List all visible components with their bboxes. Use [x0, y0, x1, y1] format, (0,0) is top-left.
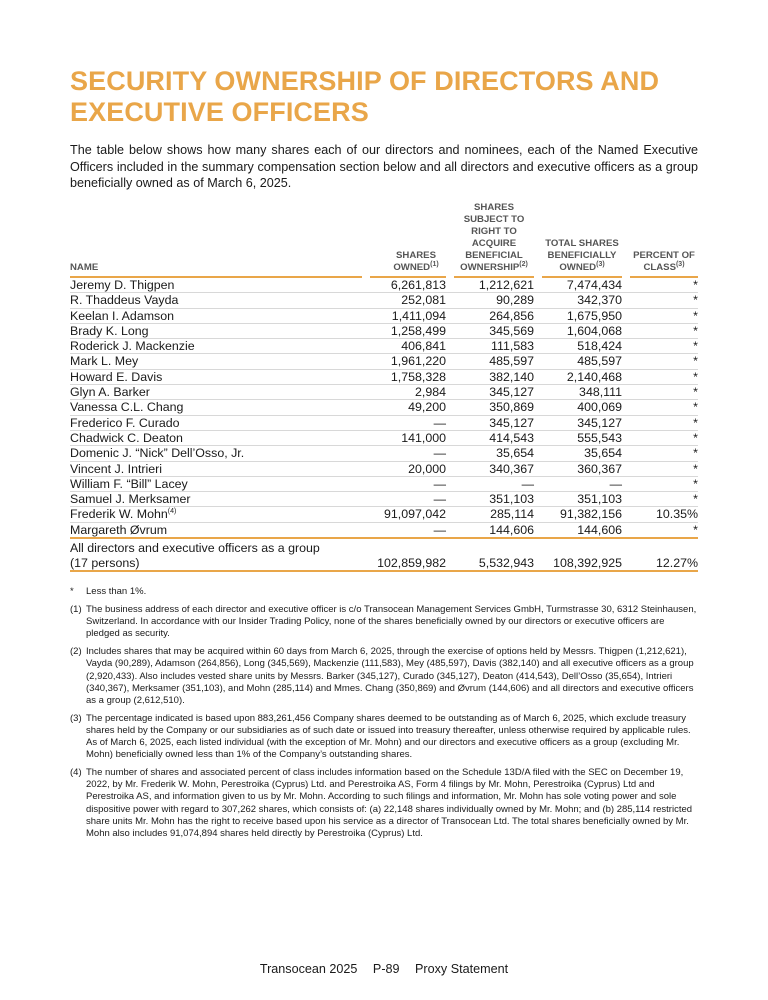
table-row	[70, 446, 698, 461]
cell-shares-owned: —	[370, 446, 446, 461]
cell-total-shares: 400,069	[542, 400, 622, 415]
page-title: SECURITY OWNERSHIP OF DIRECTORS AND EXECUTIVE OFFICERS	[70, 66, 660, 127]
cell-total-shares: 518,424	[542, 339, 622, 354]
cell-shares-owned: 49,200	[370, 400, 446, 415]
table-row	[70, 309, 698, 324]
cell-total-shares: 35,654	[542, 446, 622, 461]
footnote	[70, 646, 698, 706]
footnote-marker: (2)	[70, 646, 82, 658]
cell-name: Brady K. Long	[70, 324, 362, 339]
footnote	[70, 586, 698, 598]
cell-name: Domenic J. “Nick” Dell’Osso, Jr.	[70, 446, 362, 461]
footnote	[70, 713, 698, 761]
cell-shares-owned: 102,859,982	[370, 539, 446, 572]
cell-right-to-acquire: 1,212,621	[454, 278, 534, 293]
cell-shares-owned: 2,984	[370, 385, 446, 400]
table-body	[70, 278, 698, 572]
table-row	[70, 370, 698, 385]
cell-shares-owned: 406,841	[370, 339, 446, 354]
cell-total-shares: 348,111	[542, 385, 622, 400]
table-row	[70, 293, 698, 308]
footnote-text: Less than 1%.	[86, 586, 147, 597]
cell-percent-of-class: 12.27%	[630, 539, 698, 572]
table-row	[70, 416, 698, 431]
intro-paragraph: The table below shows how many shares each of our directors and nominees, each of the Named Executive Officers included in the summary compensation section below and all directors and executive officers as a group beneficially owned as of March 6, 2025.	[70, 143, 698, 190]
cell-shares-owned: 6,261,813	[370, 278, 446, 293]
footer-document: Proxy Statement	[415, 962, 509, 976]
cell-percent-of-class: *	[630, 431, 698, 446]
table-header-row	[70, 202, 698, 278]
cell-name: Frederik W. Mohn$^{(4)}$	[70, 507, 362, 522]
table-row	[70, 507, 698, 522]
table-row	[70, 324, 698, 339]
cell-shares-owned: 1,758,328	[370, 370, 446, 385]
cell-percent-of-class: *	[630, 370, 698, 385]
footnote	[70, 604, 698, 640]
table-row	[70, 462, 698, 477]
footnote-text: The percentage indicated is based upon 883,261,456 Company shares deemed to be outstanding as of March 6, 2025, which exclude treasury shares held by the Company or our subsidiaries as of such date or issued into treasury thereafter, unless otherwise required by applicable rules. As of March 6, 2025, each listed individual (with the exception of Mr. Mohn) and our directors and executive officers as a group (excluding Mr. Mohn) beneficially owned less than 1% of the Company’s outstanding shares.	[86, 712, 691, 761]
cell-percent-of-class: *	[630, 462, 698, 477]
cell-name: Jeremy D. Thigpen	[70, 278, 362, 293]
cell-name: Samuel J. Merksamer	[70, 492, 362, 507]
table-row	[70, 400, 698, 415]
cell-right-to-acquire: 350,869	[454, 400, 534, 415]
cell-total-shares: 555,543	[542, 431, 622, 446]
cell-shares-owned: —	[370, 492, 446, 507]
footnote-marker: *	[70, 586, 74, 597]
cell-name: Frederico F. Curado	[70, 416, 362, 431]
cell-right-to-acquire: 345,127	[454, 385, 534, 400]
cell-right-to-acquire: 5,532,943	[454, 539, 534, 572]
cell-shares-owned: 252,081	[370, 293, 446, 308]
footnote-marker: (1)	[70, 604, 82, 616]
cell-name: Glyn A. Barker	[70, 385, 362, 400]
cell-shares-owned: 1,258,499	[370, 324, 446, 339]
header-name: NAME	[70, 202, 362, 278]
cell-name: William F. “Bill” Lacey	[70, 477, 362, 492]
cell-right-to-acquire: 264,856	[454, 309, 534, 324]
table-row	[70, 278, 698, 293]
cell-percent-of-class: *	[630, 293, 698, 308]
cell-percent-of-class: *	[630, 278, 698, 293]
header-right-to-acquire: SHARES SUBJECT TO RIGHT TO ACQUIRE BENEFICIAL OWNERSHIP$^{(2)}$	[454, 202, 534, 278]
cell-percent-of-class: *	[630, 385, 698, 400]
cell-shares-owned: —	[370, 477, 446, 492]
cell-total-shares: 1,604,068	[542, 324, 622, 339]
header-total-shares: TOTAL SHARES BENEFICIALLY OWNED$^{(3)}$	[542, 202, 622, 278]
cell-name: Chadwick C. Deaton	[70, 431, 362, 446]
cell-right-to-acquire: 414,543	[454, 431, 534, 446]
footer-company: Transocean 2025	[259, 962, 358, 976]
footnote-text: The business address of each director and executive officer is c/o Transocean Management Services GmbH, Turmstrasse 30, 6312 Steinhausen, Switzerland. In accordance with our Insider Trading Policy, none of the shares beneficially owned by our directors or executive officers are pledged as security.	[86, 604, 697, 640]
page-footer	[0, 962, 768, 976]
cell-right-to-acquire: 35,654	[454, 446, 534, 461]
cell-shares-owned: 91,097,042	[370, 507, 446, 522]
cell-shares-owned: 141,000	[370, 431, 446, 446]
cell-name: Roderick J. Mackenzie	[70, 339, 362, 354]
footer-page-number: P-89	[372, 962, 400, 976]
cell-percent-of-class: *	[630, 339, 698, 354]
cell-percent-of-class: *	[630, 416, 698, 431]
footnote	[70, 767, 698, 840]
cell-total-shares: 485,597	[542, 354, 622, 369]
footnote-text: Includes shares that may be acquired within 60 days from March 6, 2025, through the exercise of options held by Messrs. Thigpen (1,212,621), Vayda (90,289), Adamson (264,856), Long (345,569), Mackenzie (111,583), Mey (485,597), Davis (382,140) and all executive officers as a group (2,920,433). Also includes vested share units by Messrs. Barker (345,127), Curado (345,127), Deaton (414,543), Dell’Osso (35,654), Intrieri (340,367), Merksamer (351,103), and Mohn (285,114) and Mmes. Chang (350,869) and Øvrum (144,606) and all directors and executive officers as a group (2,612,510).	[86, 646, 694, 706]
cell-right-to-acquire: 111,583	[454, 339, 534, 354]
cell-right-to-acquire: 345,569	[454, 324, 534, 339]
cell-shares-owned: 1,411,094	[370, 309, 446, 324]
cell-name: Vincent J. Intrieri	[70, 462, 362, 477]
cell-percent-of-class: *	[630, 523, 698, 539]
cell-right-to-acquire: 144,606	[454, 523, 534, 539]
cell-right-to-acquire: 485,597	[454, 354, 534, 369]
cell-right-to-acquire: 285,114	[454, 507, 534, 522]
cell-total-shares: —	[542, 477, 622, 492]
cell-right-to-acquire: 340,367	[454, 462, 534, 477]
cell-name: Keelan I. Adamson	[70, 309, 362, 324]
header-shares-owned: SHARES OWNED$^{(1)}$	[370, 202, 446, 278]
cell-percent-of-class: *	[630, 309, 698, 324]
cell-shares-owned: 1,961,220	[370, 354, 446, 369]
cell-total-shares: 91,382,156	[542, 507, 622, 522]
table-row	[70, 492, 698, 507]
cell-total-shares: 7,474,434	[542, 278, 622, 293]
table-row	[70, 385, 698, 400]
cell-right-to-acquire: 351,103	[454, 492, 534, 507]
cell-name: All directors and executive officers as a group (17 persons)	[70, 539, 362, 572]
cell-name: Howard E. Davis	[70, 370, 362, 385]
cell-right-to-acquire: 382,140	[454, 370, 534, 385]
group-total-row	[70, 539, 698, 572]
cell-right-to-acquire: —	[454, 477, 534, 492]
cell-shares-owned: —	[370, 523, 446, 539]
cell-name: Mark L. Mey	[70, 354, 362, 369]
table-row	[70, 431, 698, 446]
cell-percent-of-class: *	[630, 400, 698, 415]
cell-total-shares: 360,367	[542, 462, 622, 477]
footnotes	[70, 586, 698, 846]
cell-name: Margareth Øvrum	[70, 523, 362, 539]
table-row	[70, 523, 698, 539]
header-percent-of-class: PERCENT OF CLASS$^{(3)}$	[630, 202, 698, 278]
cell-total-shares: 2,140,468	[542, 370, 622, 385]
cell-percent-of-class: *	[630, 324, 698, 339]
cell-shares-owned: —	[370, 416, 446, 431]
cell-percent-of-class: 10.35%	[630, 507, 698, 522]
table-row	[70, 477, 698, 492]
cell-total-shares: 144,606	[542, 523, 622, 539]
ownership-table	[70, 202, 698, 572]
footnote-text: The number of shares and associated percent of class includes information based on the Schedule 13D/A filed with the SEC on December 19, 2022, by Mr. Frederik W. Mohn, Perestroika (Cyprus) Ltd. and Perestroika AS, Form 4 filings by Mr. Mohn, Perestroika (Cyprus) Ltd and Perestroika AS, and information given to us by Mr. Mohn. According to such filings and information, Mr. Mohn has sole voting power and sole dispositive power with regard to 307,262 shares, which consists of: (a) 22,148 shares individually owned by Mr. Mohn; and (b) 285,114 restricted share units Mr. Mohn has the right to receive based upon his service as a director of Transocean Ltd. The total shares beneficially owned by Mr. Mohn also includes 91,074,894 shares held directly by Perestroika (Cyprus) Ltd.	[86, 767, 693, 839]
footnote-marker: (3)	[70, 712, 82, 724]
cell-percent-of-class: *	[630, 354, 698, 369]
cell-percent-of-class: *	[630, 492, 698, 507]
cell-name: Vanessa C.L. Chang	[70, 400, 362, 415]
table-row	[70, 354, 698, 369]
cell-total-shares: 351,103	[542, 492, 622, 507]
cell-total-shares: 345,127	[542, 416, 622, 431]
cell-name: R. Thaddeus Vayda	[70, 293, 362, 308]
cell-total-shares: 1,675,950	[542, 309, 622, 324]
cell-percent-of-class: *	[630, 477, 698, 492]
cell-total-shares: 108,392,925	[542, 539, 622, 572]
cell-shares-owned: 20,000	[370, 462, 446, 477]
footnote-marker: (4)	[70, 767, 82, 779]
cell-total-shares: 342,370	[542, 293, 622, 308]
table-row	[70, 339, 698, 354]
cell-right-to-acquire: 90,289	[454, 293, 534, 308]
cell-right-to-acquire: 345,127	[454, 416, 534, 431]
cell-percent-of-class: *	[630, 446, 698, 461]
